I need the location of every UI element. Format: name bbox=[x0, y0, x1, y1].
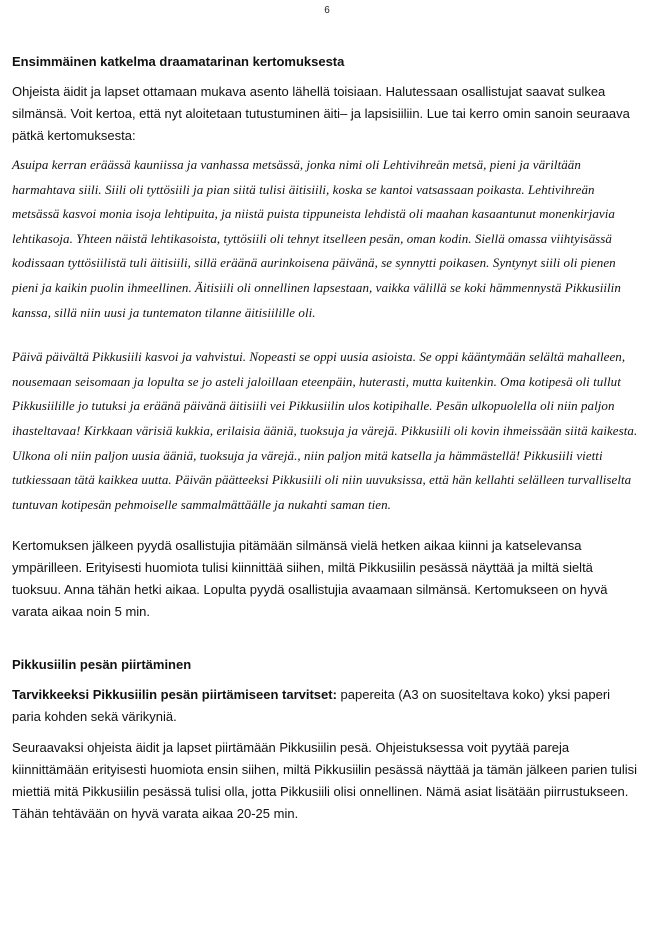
story-paragraph: Päivä päivältä Pikkusiili kasvoi ja vahvistui. Nopeasti se oppi uusia asioista. Se oppi kääntymään selältä mahalleen, nousemaan seisomaan ja lopulta se jo asteli jaloillaan eteenpäin, huterasti, mutta kuitenkin. Oma kotipesä oli tullut Pikkusiilille jo tutuksi ja eräänä päivänä äitisiili vei Pikkusiilin ulos kotipihalle. Pesän ulkopuolella oli niin paljon ihasteltavaa! Kirkkaan värisiä kukkia, erilaisia ääniä, tuoksuja ja värejä. Pikkusiili oli kovin ihmeissään siitä kaikesta. Ulkona oli niin paljon uusia ääniä, tuoksuja ja värejä., niin paljon mitä katsella ja hämmästellä! Pikkusiili vietti tutkiessaan tätä kaikkea uutta. Päivän päätteeksi Pikkusiili oli niin uuvuksissa, että hän kellahti selälleen turvalliselta tuntuvan kotipesän pehmoiselle sammalmättäälle ja nukahti saman tien. bbox=[12, 349, 638, 512]
page-content bbox=[12, 52, 638, 825]
section-heading: Ensimmäinen katkelma draamatarinan kertomuksesta bbox=[12, 54, 345, 69]
requirements-label: Tarvikkeeksi Pikkusiilin pesän piirtämiseen tarvitset: bbox=[12, 687, 337, 703]
requirements-paragraph bbox=[12, 684, 638, 728]
page-number: 6 bbox=[324, 5, 330, 16]
requirements-text: papereita (A3 on suositeltava koko) yksi paperi paria kohden sekä värikyniä. bbox=[12, 687, 611, 725]
after-story-paragraph: Kertomuksen jälkeen pyydä osallistujia pitämään silmänsä vielä hetken aikaa kiinni ja katselevansa ympärilleen. Erityisesti huomiota tulisi kiinnittää siihen, miltä Pikkusiilin pesässä näyttää ja miltä sieltä tuoksuu. Anna tähän hetki aikaa. Lopulta pyydä osallistujia avaamaan silmänsä. Kertomukseen on hyvä varata aikaa noin 5 min. bbox=[12, 538, 608, 620]
section-drawing-nest bbox=[12, 655, 638, 825]
section-heading: Pikkusiilin pesän piirtäminen bbox=[12, 657, 192, 673]
instructions-paragraph: Seuraavaksi ohjeista äidit ja lapset piirtämään Pikkusiilin pesä. Ohjeistuksessa voit pyytää pareja kiinnittämään erityisesti huomiota ensin siihen, miltä Pikkusiilin pesässä näyttää ja tämän jälkeen parien tulisi miettiä mitä Pikkusiilin pesässä tulisi olla, jotta Pikkusiili olisi onnellinen. Nämä asiat lisätään piirrustukseen. Tähän tehtävään on hyvä varata aikaa 20-25 min. bbox=[12, 740, 638, 822]
intro-paragraph: Ohjeista äidit ja lapset ottamaan mukava asento lähellä toisiaan. Halutessaan osallistujat saavat sulkea silmänsä. Voit kertoa, että nyt aloitetaan tutustuminen äiti– ja lapsisiiliin. Lue tai kerro omin sanoin seuraava pätkä kertomuksesta: bbox=[12, 84, 630, 143]
story-paragraph: Asuipa kerran eräässä kauniissa ja vanhassa metsässä, jonka nimi oli Lehtivihreän metsä, pieni ja väriltään harmahtava siili. Siili oli tyttösiili ja pian siitä tulisi äitisiili, koska se kantoi vatsassaan poikasta. Lehtivihreän metsässä kasvoi monia isoja lehtipuita, ja niistä puista tippuneista lehdistä oli maahan kasaantunut monenkirjavia lehtikasoja. Yhteen näistä lehtikasoista, tyttösiili oli tehnyt itselleen pesän, oman kodin. Siellä omassa viihtyisässä kodissaan tyttösiilistä tuli äitisiili, sillä eräänä aurinkoisena päivänä, se synnytti poikasen. Syntynyt siili oli pienen pieni ja kaikin puolin ihmeellinen. Äitisiili oli onnellinen lapsestaan, vaikka välillä se koki hämmennystä Pikkusiilin kanssa, sillä niin uusi ja tuntematon tilanne äitisiilille oli. bbox=[12, 157, 621, 320]
section-first-excerpt bbox=[12, 52, 638, 623]
